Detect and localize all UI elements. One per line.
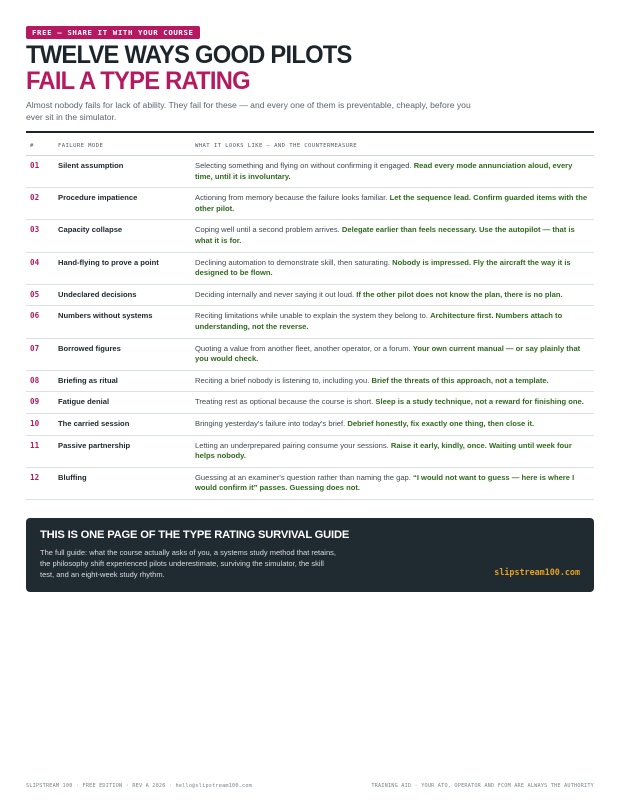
row-symptom: Coping well until a second problem arrives. [195,225,340,235]
row-countermeasure: Debrief honestly, fix exactly one thing, then close it. [347,418,535,428]
row-symptom: Quoting a value from another fleet, another operator, or a forum. [195,343,411,353]
row-symptom: Letting an underprepared pairing consume your sessions. [195,440,389,450]
row-symptom: Deciding internally and never saying it out loud. [195,289,355,299]
row-number: 07 [26,338,58,370]
table-row [26,220,594,252]
row-description [195,188,594,220]
row-number: 03 [26,220,58,252]
row-number: 11 [26,435,58,467]
row-failure-mode: Briefing as ritual [58,370,195,392]
row-countermeasure: Your own current manual — or say plainly that you would check. [195,343,581,364]
table-row [26,467,594,499]
row-number: 12 [26,467,58,499]
row-symptom: Guessing at an examiner's question rather than naming the gap. [195,472,411,482]
row-symptom: Bringing yesterday's failure into today's brief. [195,418,346,428]
row-description [195,435,594,467]
row-description [195,220,594,252]
table-row [26,188,594,220]
row-description [195,156,594,188]
row-symptom: Selecting something and flying on without confirming it engaged. [195,161,412,170]
row-number: 04 [26,252,58,284]
row-countermeasure: Delegate earlier than feels necessary. Use the autopilot — that is what it is for. [195,225,575,245]
table-row [26,392,594,414]
header-rule [26,131,594,133]
row-failure-mode: Procedure impatience [58,188,195,220]
row-description [195,467,594,499]
page-title [26,42,352,94]
row-number: 08 [26,370,58,392]
table-row [26,156,594,188]
row-number: 10 [26,413,58,435]
row-description [195,413,594,435]
row-description [195,370,594,392]
col-description-header: WHAT IT LOOKS LIKE — AND THE COUNTERMEASURE [195,138,594,156]
row-failure-mode: Borrowed figures [58,338,195,370]
row-failure-mode: Capacity collapse [58,220,195,252]
row-symptom: Reciting limitations while unable to explain the system they belong to. [195,311,429,321]
row-countermeasure: Architecture first. Numbers attach to understanding, not the reverse. [195,311,563,331]
footer-right: TRAINING AID · YOUR ATO, OPERATOR AND FCOM ARE ALWAYS THE AUTHORITY [371,783,594,789]
failure-modes-table [26,138,594,500]
row-symptom: Actioning from memory because the failure looks familiar. [195,193,388,203]
intro-text: Almost nobody fails for lack of ability. They fail for these — and every one of them is preventable, cheaply, before you ever sit in the simulator. [26,100,471,123]
table-row [26,413,594,435]
row-countermeasure: Raise it early, kindly, once. Waiting until week four helps nobody. [195,440,572,461]
row-description [195,306,594,338]
row-description [195,284,594,306]
row-symptom: Reciting a brief nobody is listening to, including you. [195,375,370,385]
row-countermeasure: Nobody is impressed. Fly the aircraft the way it is designed to be flown. [195,257,571,278]
free-share-badge: FREE — SHARE IT WITH YOUR COURSE [26,26,200,39]
row-description [195,392,594,414]
table-row [26,370,594,392]
row-countermeasure: “I would not want to guess — here is where I would confirm it” passes. Guessing does not. [195,472,575,493]
table-row [26,435,594,467]
row-symptom: Treating rest as optional because the course is short. [195,397,374,407]
row-countermeasure: If the other pilot does not know the plan, there is no plan. [356,289,563,299]
footer-left: SLIPSTREAM 100 · FREE EDITION · REV A 2026 · hello@slipstream100.com [26,783,252,789]
row-number: 01 [26,156,58,188]
row-failure-mode: Undeclared decisions [58,284,195,306]
col-number-header: # [26,138,58,156]
row-failure-mode: Hand-flying to prove a point [58,252,195,284]
table-body [26,156,594,500]
row-failure-mode: Fatigue denial [58,392,195,414]
row-failure-mode: Passive partnership [58,435,195,467]
row-failure-mode: The carried session [58,413,195,435]
row-countermeasure: Brief the threats of this approach, not a template. [371,375,549,385]
row-description [195,252,594,284]
row-number: 05 [26,284,58,306]
table-row [26,284,594,306]
promo-heading: THIS IS ONE PAGE OF THE TYPE RATING SURVIVAL GUIDE [40,529,350,541]
table-row [26,306,594,338]
table-header-row [26,138,594,156]
table-row [26,252,594,284]
row-number: 06 [26,306,58,338]
title-line-2: FAIL A TYPE RATING [26,67,250,95]
website-link[interactable]: slipstream100.com [494,567,580,577]
row-countermeasure: Sleep is a study technique, not a reward for finishing one. [375,397,584,407]
guide-promo-panel [26,518,594,592]
row-number: 02 [26,188,58,220]
table-row [26,338,594,370]
row-number: 09 [26,392,58,414]
row-failure-mode: Numbers without systems [58,306,195,338]
title-line-1: TWELVE WAYS GOOD PILOTS [26,41,352,69]
row-description [195,338,594,370]
col-failure-mode-header: FAILURE MODE [58,138,195,156]
row-countermeasure: Let the sequence lead. Confirm guarded items with the other pilot. [195,193,588,213]
row-symptom: Declining automation to demonstrate skill, then saturating. [195,257,391,267]
row-failure-mode: Bluffing [58,467,195,499]
row-countermeasure: Read every mode annunciation aloud, every time, until it is involuntary. [195,161,573,181]
row-failure-mode: Silent assumption [58,156,195,188]
promo-body: The full guide: what the course actually asks of you, a systems study method that retains, the philosophy shift experienced pilots underestimate, surviving the simulator, the skill test, and an eight-week study rhythm. [40,548,336,579]
